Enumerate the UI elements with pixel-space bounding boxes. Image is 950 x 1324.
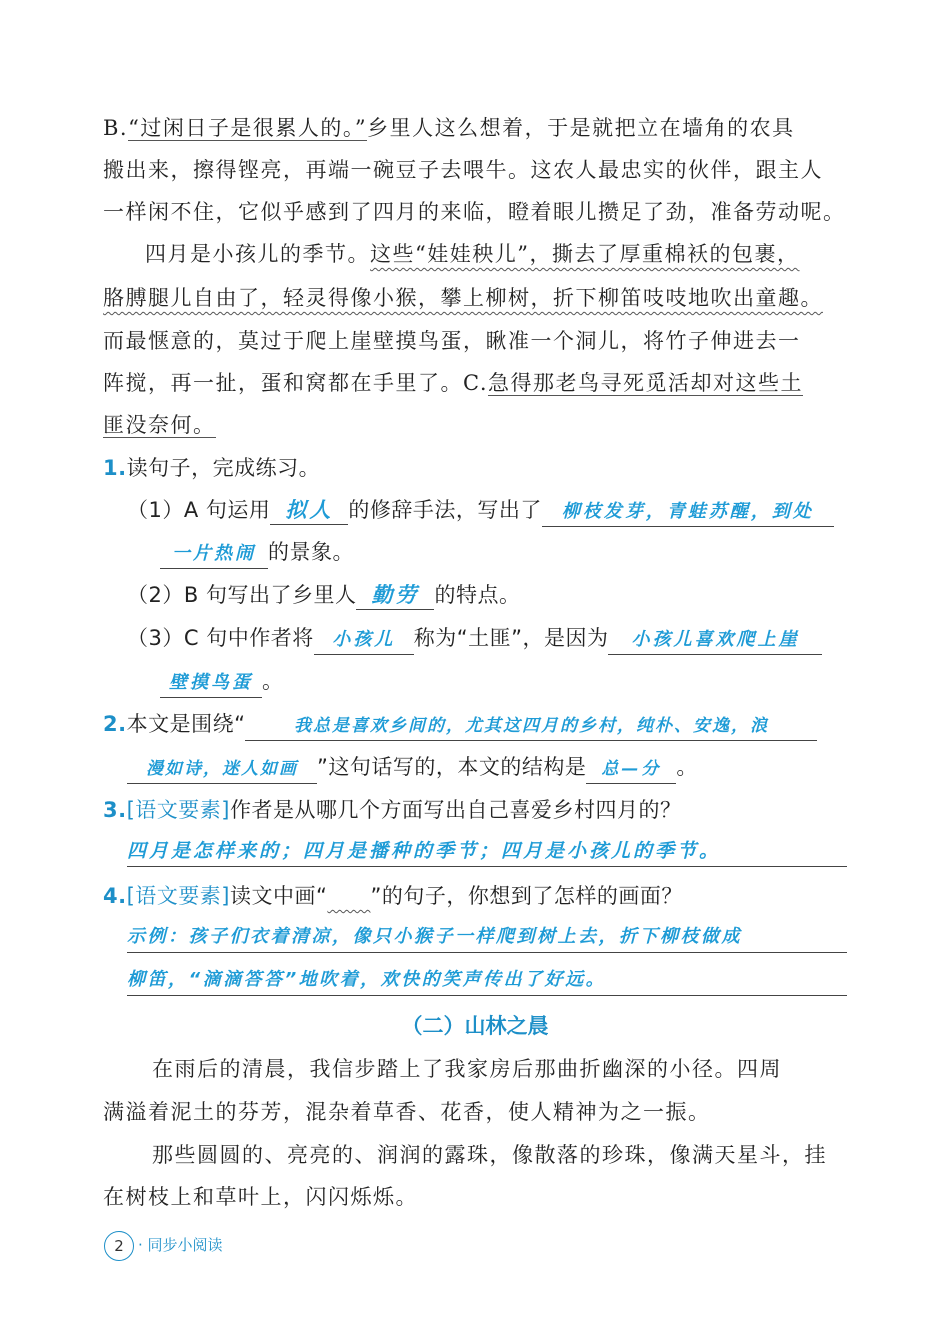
answer-field: 漫如诗，迷人如画	[127, 755, 317, 784]
question-1-sub-1: （1）A 句运用 拟人 的修辞手法，写出了 柳枝发芽，青蛙苏醒，到处	[127, 494, 847, 527]
passage-line: 而最惬意的，莫过于爬上崖壁摸鸟蛋，瞅准一个洞儿，将竹子伸进去一	[103, 329, 801, 353]
question-1-sub-2: （2）B 句写出了乡里人 勤劳 的特点。	[127, 579, 847, 611]
answer-rule	[127, 866, 847, 867]
question-3: 3.[语文要素]作者是从哪几个方面写出自己喜爱乡村四月的？	[103, 798, 682, 822]
question-1-sub-3: （3）C 句中作者将 小孩儿 称为“土匪”，是因为 小孩儿喜欢爬上崖	[127, 622, 847, 655]
answer-field: 壁摸鸟蛋	[160, 669, 262, 698]
answer-field: 小孩儿	[314, 626, 414, 655]
section-title: （二）山林之晨	[401, 1014, 549, 1038]
passage-line: 阵搅，再一扯，蛋和窝都在手里了。C.急得那老鸟寻死觅活却对这些土	[103, 371, 803, 395]
page-footer	[104, 1230, 223, 1260]
passage-line: 在树枝上和草叶上，闪闪烁烁。	[103, 1185, 418, 1209]
question-1-sub-3-cont: 壁摸鸟蛋 。	[160, 665, 850, 698]
answer-field: 一片热闹	[160, 540, 268, 569]
answer-field: 勤劳	[356, 581, 434, 610]
question-4: 4.[语文要素]读文中画“ ”的句子，你想到了怎样的画面？	[103, 884, 683, 908]
question-number: 3.	[103, 798, 127, 822]
question-2: 2.本文是围绕“ 我总是喜欢乡间的，尤其这四月的乡村，纯朴、安逸，浪	[103, 708, 848, 741]
page-number: 2	[104, 1231, 134, 1261]
category-tag: [语文要素]	[126, 884, 230, 908]
answer-field: 拟人	[270, 496, 348, 525]
answer-field: 我总是喜欢乡间的，尤其这四月的乡村，纯朴、安逸，浪	[245, 712, 817, 741]
passage-line: 满溢着泥土的芬芳，混杂着草香、花香，使人精神为之一振。	[103, 1100, 711, 1124]
answer-rule	[127, 952, 847, 953]
answer-line: 示例：孩子们衣着清凉，像只小猴子一样爬到树上去，折下柳枝做成	[127, 926, 742, 947]
passage-line: B.“过闲日子是很累人的。”乡里人这么想着，于是就把立在墙角的农具	[103, 116, 795, 140]
answer-field: 总—分	[586, 755, 676, 784]
passage-line: 搬出来，擦得铿亮，再端一碗豆子去喂牛。这农人最忠实的伙伴，跟主人	[103, 158, 823, 182]
passage-line: 在雨后的清晨，我信步踏上了我家房后那曲折幽深的小径。四周	[152, 1057, 782, 1081]
passage-line: 那些圆圆的、亮亮的、润润的露珠，像散落的珍珠，像满天星斗，挂	[152, 1143, 827, 1167]
question-1: 1.读句子，完成练习。	[103, 456, 321, 480]
passage-line: 匪没奈何。	[103, 413, 216, 437]
passage-line: 胳膊腿儿自由了，轻灵得像小猴，攀上柳树，折下柳笛吱吱地吹出童趣。	[103, 286, 823, 310]
passage-line: 一样闲不住，它似乎感到了四月的来临，瞪着眼儿攒足了劲，准备劳动呢。	[103, 200, 846, 224]
answer-field: 柳枝发芽，青蛙苏醒，到处	[542, 498, 834, 527]
answer-line: 四月是怎样来的；四月是播种的季节；四月是小孩儿的季节。	[127, 840, 722, 862]
question-number: 2.	[103, 712, 127, 736]
book-title: · 同步小阅读	[138, 1236, 223, 1254]
wavy-underline-sample	[327, 884, 370, 908]
answer-line: 柳笛，“滴滴答答”地吹着，欢快的笑声传出了好远。	[127, 969, 607, 990]
answer-rule	[127, 995, 847, 996]
answer-field: 小孩儿喜欢爬上崖	[608, 626, 822, 655]
question-number: 1.	[103, 456, 127, 480]
question-1-sub-1-cont: 一片热闹 的景象。	[160, 536, 850, 569]
question-number: 4.	[103, 884, 127, 908]
category-tag: [语文要素]	[126, 798, 230, 822]
passage-line: 四月是小孩儿的季节。这些“娃娃秧儿”，撕去了厚重棉袄的包裹，	[145, 242, 800, 266]
question-2-cont: 漫如诗，迷人如画 ”这句话写的，本文的结构是 总—分 。	[127, 751, 847, 784]
